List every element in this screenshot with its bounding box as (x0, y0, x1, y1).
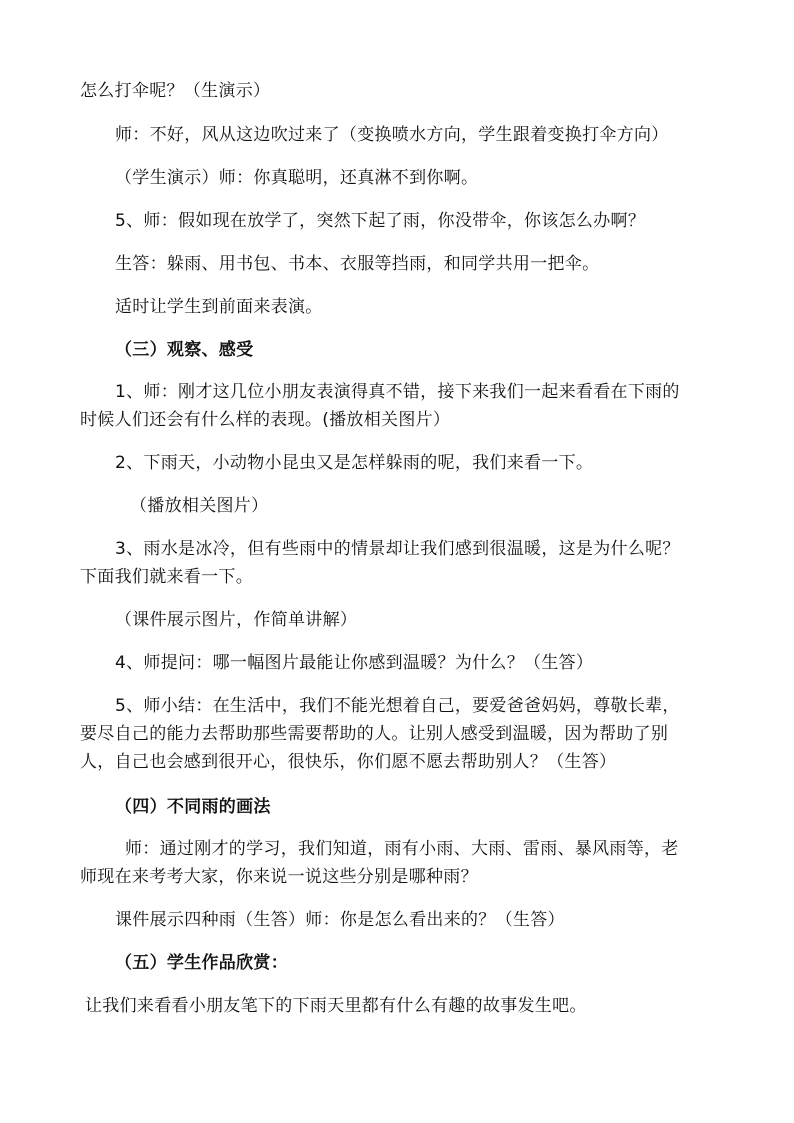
paragraph-line: 适时让学生到前面来表演。 (115, 297, 323, 317)
paragraph-line: 师：不好，风从这边吹过来了（变换喷水方向，学生跟着变换打伞方向） (115, 125, 669, 145)
paragraph-line: 课件展示四种雨（生答）师：你是怎么看出来的？（生答） (115, 910, 565, 930)
paragraph-line: 下面我们就来看一下。 (80, 567, 253, 587)
paragraph-line: 怎么打伞呢？（生演示） (80, 81, 271, 101)
section-heading: （五）学生作品欣赏： (115, 953, 288, 973)
paragraph-line: 3、雨水是冰冷，但有些雨中的情景却让我们感到很温暖，这是为什么呢？ (115, 539, 680, 559)
paragraph-line: （播放相关图片） (130, 496, 269, 516)
paragraph-line: 要尽自己的能力去帮助那些需要帮助的人。让别人感受到温暖，因为帮助了别 (80, 724, 669, 744)
paragraph-line: 师：通过刚才的学习，我们知道，雨有小雨、大雨、雷雨、暴风雨等，老 (125, 839, 679, 859)
paragraph-line: 1、师：刚才这几位小朋友表演得真不错，接下来我们一起来看看在下雨的 (115, 382, 680, 402)
paragraph-line: 人，自己也会感到很开心，很快乐，你们愿不愿去帮助别人？（生答） (80, 752, 617, 772)
paragraph-line: 4、师提问：哪一幅图片最能让你感到温暖？为什么？（生答） (115, 653, 594, 673)
paragraph-line: 生答：躲雨、用书包、书本、衣服等挡雨，和同学共用一把伞。 (115, 254, 600, 274)
section-heading: （三）观察、感受 (115, 340, 254, 360)
paragraph-line: 时候人们还会有什么样的表现。(播放相关图片） (80, 410, 451, 430)
paragraph-line: 2、下雨天，小动物小昆虫又是怎样躲雨的呢，我们来看一下。 (115, 453, 594, 473)
paragraph-line: （学生演示）师：你真聪明，还真淋不到你啊。 (115, 168, 479, 188)
paragraph-line: 5、师：假如现在放学了，突然下起了雨，你没带伞，你该怎么办啊？ (115, 211, 646, 231)
section-heading: （四）不同雨的画法 (115, 797, 271, 817)
paragraph-line: （课件展示图片，作简单讲解） (115, 610, 358, 630)
paragraph-line: 师现在来考考大家，你来说一说这些分别是哪种雨？ (80, 867, 478, 887)
paragraph-line: 让我们来看看小朋友笔下的下雨天里都有什么有趣的故事发生吧。 (85, 996, 587, 1016)
paragraph-line: 5、师小结：在生活中，我们不能光想着自己，要爱爸爸妈妈，尊敬长辈， (115, 696, 680, 716)
